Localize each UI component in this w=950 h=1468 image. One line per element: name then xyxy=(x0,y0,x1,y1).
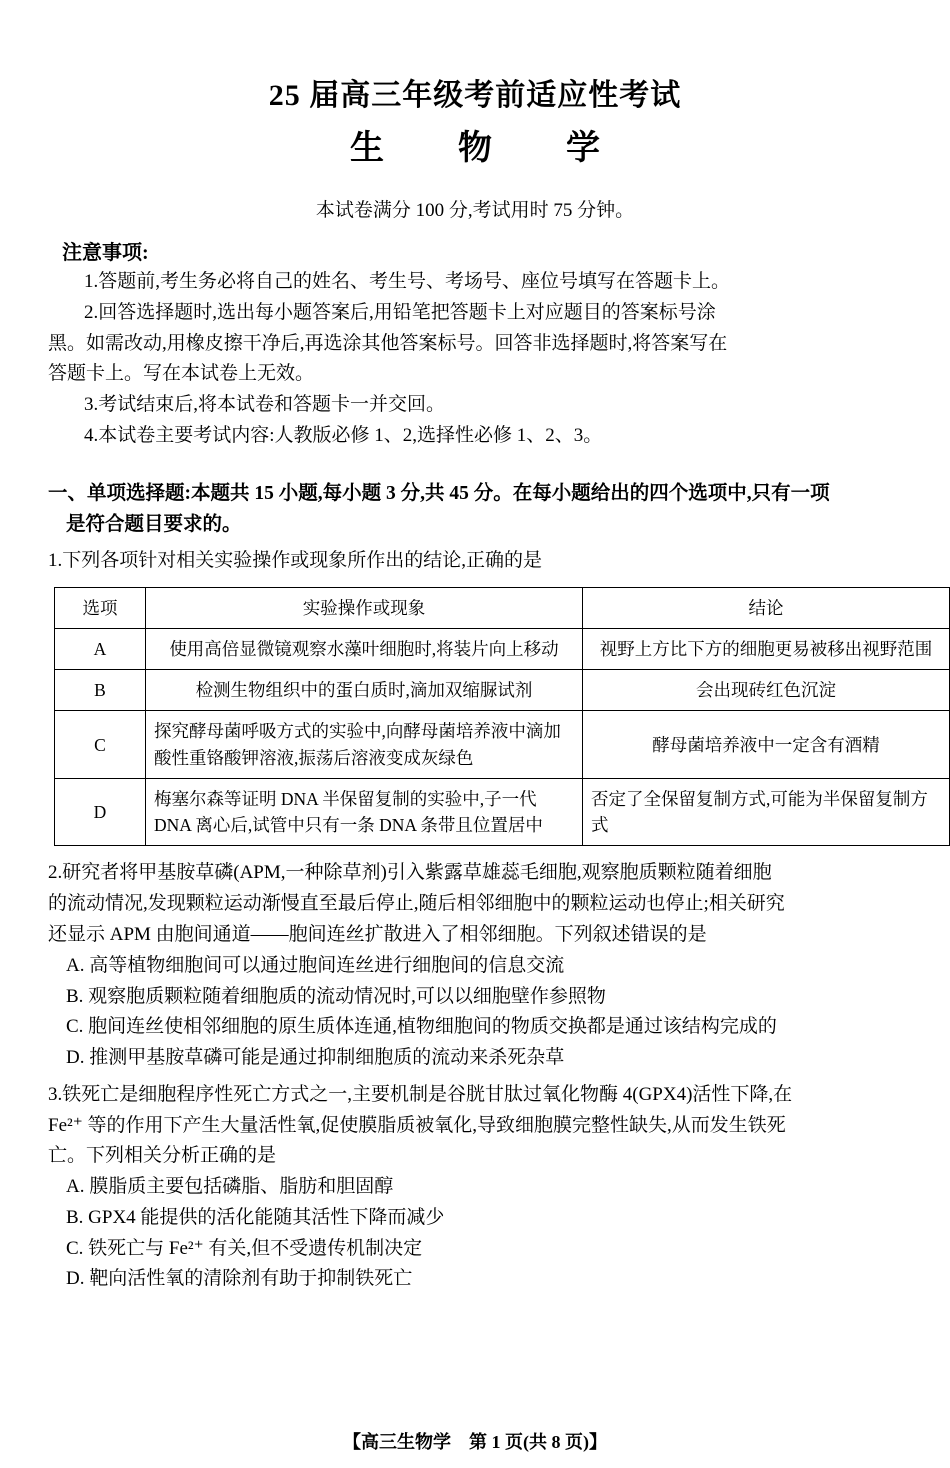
question-2-stem-line-3: 还显示 APM 由胞间通道——胞间连丝扩散进入了相邻细胞。下列叙述错误的是 xyxy=(48,924,707,946)
table-cell-operation: 检测生物组织中的蛋白质时,滴加双缩脲试剂 xyxy=(146,670,583,711)
question-2 xyxy=(48,858,902,1073)
table-cell-conclusion: 会出现砖红色沉淀 xyxy=(583,670,950,711)
question-1 xyxy=(48,546,902,577)
footer-label: 高三生物学 xyxy=(361,1432,451,1452)
question-2-stem-line-2: 的流动情况,发现颗粒运动渐慢直至最后停止,随后相邻细胞中的颗粒运动也停止;相关研究 xyxy=(48,893,785,915)
question-2-option-d: D. 推测甲基胺草磷可能是通过抑制细胞质的流动来杀死杂草 xyxy=(66,1047,565,1069)
table-header-operation: 实验操作或现象 xyxy=(146,587,583,628)
notice-title: 注意事项: xyxy=(62,242,149,264)
question-2-option-b: B. 观察胞质颗粒随着细胞质的流动情况时,可以以细胞壁作参照物 xyxy=(66,985,606,1007)
page-footer xyxy=(0,1428,950,1454)
notice-item: 3.考试结束后,将本试卷和答题卡一并交回。 xyxy=(84,394,446,416)
table-header-option: 选项 xyxy=(55,587,146,628)
question-3-stem-line-3: 亡。下列相关分析正确的是 xyxy=(48,1145,277,1167)
table-cell-conclusion: 视野上方比下方的细胞更易被移出视野范围 xyxy=(583,628,950,669)
question-3-option-d: D. 靶向活性氧的清除剂有助于抑制铁死亡 xyxy=(66,1268,413,1290)
exam-info: 本试卷满分 100 分,考试用时 75 分钟。 xyxy=(315,200,635,221)
question-3-option-a: A. 膜脂质主要包括磷脂、脂肪和胆固醇 xyxy=(66,1176,394,1198)
notice-item: 1.答题前,考生务必将自己的姓名、考生号、考场号、座位号填写在答题卡上。 xyxy=(84,271,731,292)
question-number: 1. xyxy=(48,549,63,571)
table-row xyxy=(55,628,950,669)
table-cell-operation: 使用高倍显微镜观察水藻叶细胞时,将装片向上移动 xyxy=(146,628,583,669)
question-2-option-a: A. 高等植物细胞间可以通过胞间连丝进行细胞间的信息交流 xyxy=(66,954,565,976)
footer-right-bracket: 】 xyxy=(589,1432,607,1452)
question-number: 3. xyxy=(48,1083,63,1105)
notice-item: 答题卡上。写在本试卷上无效。 xyxy=(48,363,315,385)
question-3 xyxy=(48,1080,902,1295)
section-heading-line2: 是符合题目要求的。 xyxy=(66,513,242,535)
table-cell-operation: 探究酵母菌呼吸方式的实验中,向酵母菌培养液中滴加酸性重铬酸钾溶液,振荡后溶液变成灰绿色 xyxy=(146,711,583,779)
page-title: 25 届高三年级考前适应性考试 xyxy=(268,79,682,112)
table-cell-conclusion: 酵母菌培养液中一定含有酒精 xyxy=(583,711,950,779)
question-stem-part: 铁死亡是细胞程序性死亡方式之一,主要机制是谷胱甘肽过氧化物酶 4(GPX4)活性下降,在 xyxy=(62,1083,793,1105)
table-row xyxy=(55,711,950,779)
question-3-stem-line-2: Fe²⁺ 等的作用下产生大量活性氧,促使膜脂质被氧化,导致细胞膜完整性缺失,从而发生铁死 xyxy=(48,1114,786,1136)
question-3-stem-line-1 xyxy=(48,1080,902,1111)
table-cell-option: B xyxy=(55,670,146,711)
question-stem-part: 研究者将甲基胺草磷(APM,一种除草剂)引入紫露草雄蕊毛细胞,观察胞质颗粒随着细胞 xyxy=(62,862,772,884)
notice-item: 黑。如需改动,用橡皮擦干净后,再选涂其他答案标号。回答非选择题时,将答案写在 xyxy=(48,332,728,354)
table-row xyxy=(55,670,950,711)
footer-page-number: 第 1 页(共 8 页) xyxy=(469,1432,589,1452)
question-3-option-b: B. GPX4 能提供的活化能随其活性下降而减少 xyxy=(66,1206,445,1228)
question-number: 2. xyxy=(48,862,63,884)
notice-item: 4.本试卷主要考试内容:人教版必修 1、2,选择性必修 1、2、3。 xyxy=(84,424,603,446)
table-cell-conclusion: 否定了全保留复制方式,可能为半保留复制方式 xyxy=(583,778,950,846)
question-1-table xyxy=(54,587,950,847)
table-cell-operation: 梅塞尔森等证明 DNA 半保留复制的实验中,子一代 DNA 离心后,试管中只有一条 DNA 条带且位置居中 xyxy=(146,778,583,846)
section-heading xyxy=(48,478,902,540)
table-row xyxy=(55,778,950,846)
notice-item: 2.回答选择题时,选出每小题答案后,用铅笔把答题卡上对应题目的答案标号涂 xyxy=(84,301,716,323)
table-cell-option: A xyxy=(55,628,146,669)
table-cell-option: D xyxy=(55,778,146,846)
subject-title: 生 物 学 xyxy=(350,130,620,167)
table-cell-option: C xyxy=(55,711,146,779)
question-2-option-c: C. 胞间连丝使相邻细胞的原生质体连通,植物细胞间的物质交换都是通过该结构完成的 xyxy=(66,1016,777,1038)
question-2-stem-line-1 xyxy=(48,858,902,889)
footer-left-bracket: 【 xyxy=(343,1432,361,1452)
table-header-row xyxy=(55,587,950,628)
section-heading-line1: 一、单项选择题:本题共 15 小题,每小题 3 分,共 45 分。在每小题给出的四个选项中,只有一项 xyxy=(48,482,830,504)
question-3-option-c: C. 铁死亡与 Fe²⁺ 有关,但不受遗传机制决定 xyxy=(66,1237,423,1259)
table-header-conclusion: 结论 xyxy=(583,587,950,628)
question-stem: 下列各项针对相关实验操作或现象所作出的结论,正确的是 xyxy=(62,549,543,571)
